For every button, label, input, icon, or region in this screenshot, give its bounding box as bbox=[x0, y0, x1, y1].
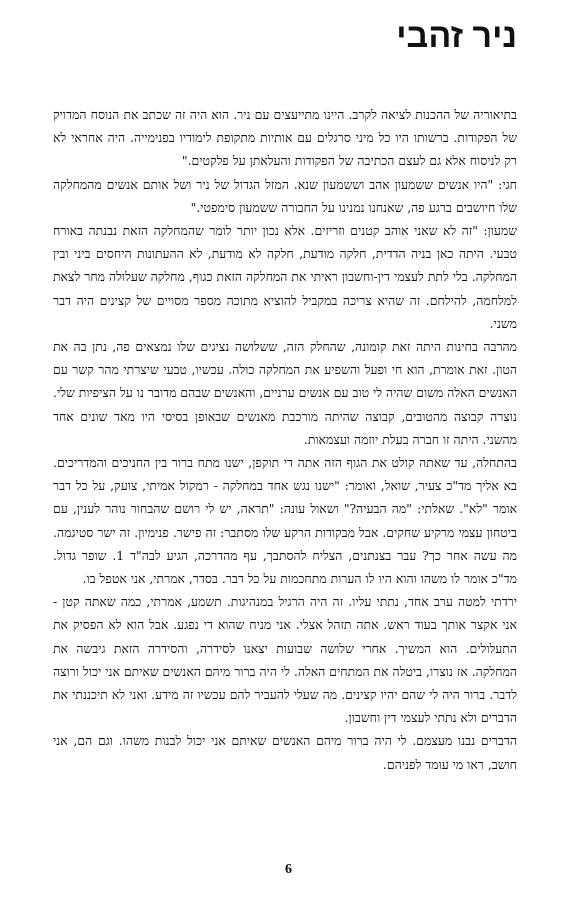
paragraph: חגי: "היו אנשים ששמעון אהב וששמעון שנא. המזל הגדול של ניר ושל אותם אנשים מהמחלקה שלו חיושבים ברגע פה, שאנחנו נמנינו על החבורה ששמעון סימפטי." bbox=[53, 176, 517, 215]
paragraph: בהתחלה, עד שאתה קולט את הגוף הזה אתה די תוקפן, ישנו מתח ברור בין החניכים והמדריכים. בא אליך מד"כ צעיר, שואל, ואומר: "ישנו נגש אחד במחלקה - רמקול אמיתי, צועק, על כל דבר אומר "לא". שאלתי: "מה הבעיה?" ושאול עונה: "תראה, יש לי רושם שהבחור נוהר לענין, עם ביטחון עצמי מרקיע שחקים. אבל מבקודות הרקע שלו מסתבר: זה פישר. פנימיון. זה ישר סטיגמה. מה עשה אחר כך? עבר בצנתנים, הצליח להסתבך, עף מהדרכה, הגיע לבה"ד 1. שופר גדול. מד"כ אומר לו משהו והוא היו לו הערות מתחכמות על כל דבר. בסדר, אמרתי, אני אטפל בו. bbox=[53, 455, 518, 587]
page-title: ניר זהבי bbox=[396, 17, 517, 55]
page-number: 6 bbox=[285, 862, 292, 877]
paragraph: מהרבה בחינות היתה זאת קומונה, שהחלק הזה, ששלושה נציגים שלו נמצאים פה, נתן בה את הטון. זאת אומרת, הוא חי ופעל והשפיע את המחלקה כולה. עכשיו, טבעי שיצרתי מהר קשר עם האנשים האלה משום שהיה לי טוב עם אנשים ערניים, והאנשים שבהם מדובר נו על הציפיות שלי. נוצרה קבוצה מהטובים, קבוצה שהיתה מורכבת מאנשים שבאופן בסיסי היו מאד שונים אחד מהשני. היתה זו חברה בעלת יוזמה ועצמאות. bbox=[53, 339, 517, 447]
paragraph: שמעון: "זה לא שאני אוהב קטנים וזריזים. אלא נכון יותר לומר שהמחלקה הזאת נבנתה באורח טבעי. היתה כאן בניה הדדית, חלקה מודעת, חלקה לא מודעת, לא ההעתונות היחסים ביני ובין המחלקה. בלי לתת לעצמי דין-וחשבון ראיתי את המחלקה הזאת כגוף, מחלקה שעלולה מחר לצאת למלחמה, להילחם. זה שהיא צריכה במקביל להוציא מתוכה מספר מסויים של קצינים היה דבר משני. bbox=[53, 223, 517, 331]
paragraph: בתיאוריה של ההכנות לציאה לקרב. היינו מתייעצים עם ניר. הוא היה זה שכתב את הנוסח המדויק של הפקודות. ברשותו היו כל מיני סרגלים עם אותיות מתקופת לימודיו בפנימייה. היה אחראי לא רק לניסוח אלא גם לעצם הכתיבה של הפקודות והעלאתן על פלקטים." bbox=[53, 107, 517, 169]
paragraph: הדברים נבנו מעצמם. לי היה ברור מיהם האנשים שאיתם אני יכול לבנות משהו. וגם הם, אני חושב, ראו מי עומד לפניהם. bbox=[53, 733, 517, 772]
body-text bbox=[53, 103, 517, 776]
paragraph: ירדתי למטה ערב אחד, נתתי עליו. זה היה הרגיל במנהיגות. תשמע, אמרתי, כמה שאתה קטן - אני אקצר אותך בעוד ראש. אתה תזהל אצלי. אני מניח שהוא די נפגע. אבל הוא לא הפסיק את התעלולים. הוא המשיך. אחרי שלושה שבועות יצאנו לסידרה, והסידרה הזאת גיבשה את המחלקה. אז נוצרו, ביטלה את המתחים האלה. לי היה ברור מיהם האנשים שאיתם אני יכול ורוצה לדבר. ברור היה לי שהם יהיו קצינים. מה שעלי להעביר להם עכשיו זה מידע. ואני לא תיכננתי את הדברים ולא נתתי לעצמי דין וחשבון. bbox=[53, 594, 517, 726]
